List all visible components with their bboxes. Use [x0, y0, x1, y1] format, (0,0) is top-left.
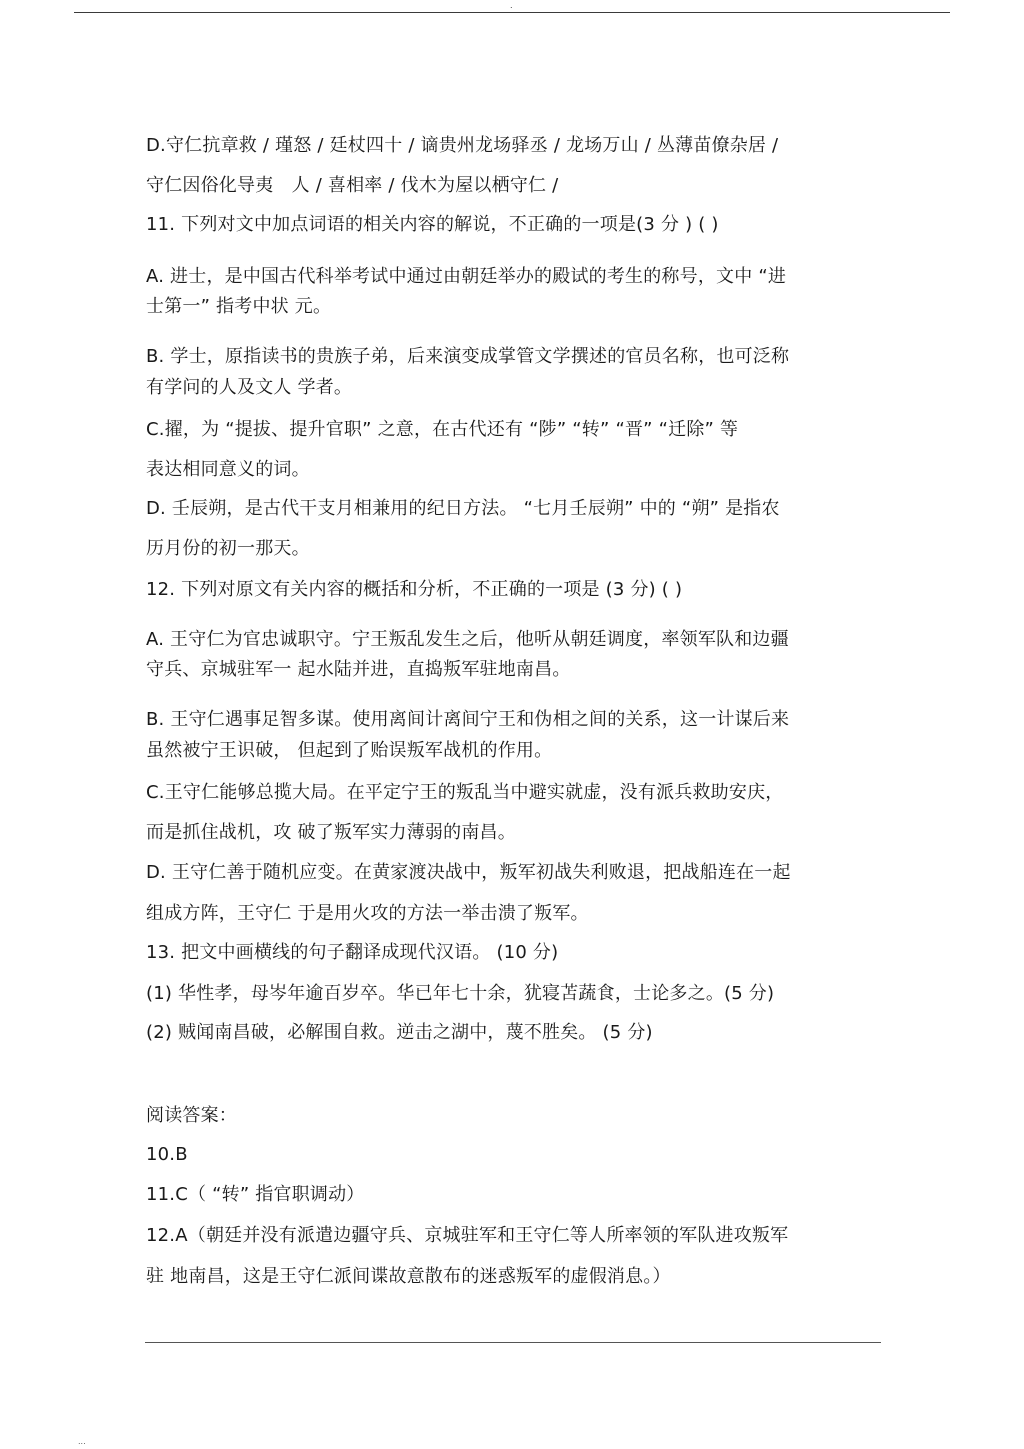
option-11c-line1: C.擢，为 “提拔、提升官职” 之意，在古代还有 “陟” “转” “晋” “迁除” 等: [146, 419, 739, 440]
question-13: 13. 把文中画横线的句子翻译成现代汉语。 (10 分): [146, 942, 559, 963]
option-12d-line1: D. 王守仁善于随机应变。在黄家渡决战中，叛军初战失利败退，把战船连在一起: [146, 862, 791, 883]
option-12a-line2: 守兵、京城驻军一 起水陆并进，直捣叛军驻地南昌。: [146, 659, 571, 680]
option-11a-line2: 士第一” 指考中状 元。: [146, 296, 332, 317]
option-12d-line2: 组成方阵，王守仁 于是用火攻的方法一举击溃了叛军。: [146, 903, 589, 924]
option-11d-line1: D. 壬辰朔，是古代干支月相兼用的纪日方法。 “七月壬辰朔” 中的 “朔” 是指农: [146, 498, 780, 519]
question-11: 11. 下列对文中加点词语的相关内容的解说，不正确的一项是(3 分 ) ( ): [146, 214, 719, 235]
option-11c-line2: 表达相同意义的词。: [146, 459, 310, 480]
answer-11: 11.C（ “转” 指官职调动）: [146, 1184, 365, 1205]
answers-heading: 阅读答案：: [146, 1105, 237, 1126]
header-rule: [74, 12, 950, 13]
answer-12-line1: 12.A（朝廷并没有派遣边疆守兵、京城驻军和王守仁等人所率领的军队进攻叛军: [146, 1225, 789, 1246]
question-12: 12. 下列对原文有关内容的概括和分析，不正确的一项是 (3 分) ( ): [146, 579, 683, 600]
text-line: D.守仁抗章救 / 瑾怒 / 廷杖四十 / 谪贵州龙场驿丞 / 龙场万山 / 丛薄苗僚杂居 /: [146, 135, 779, 156]
answer-12-line2: 驻 地南昌，这是王守仁派间谍故意散布的迷惑叛军的虚假消息。）: [146, 1266, 671, 1287]
question-13-part1: (1) 华性孝，母岑年逾百岁卒。华已年七十余，犹寝苫蔬食，士论多之。(5 分): [146, 983, 775, 1004]
footer-rule: [145, 1342, 881, 1343]
option-11b-line1: B. 学士，原指读书的贵族子弟，后来演变成掌管文学撰述的官员名称，也可泛称: [146, 346, 790, 367]
option-12c-line2: 而是抓住战机，攻 破了叛军实力薄弱的南昌。: [146, 822, 516, 843]
footer-corner-mark: ...: [78, 1437, 86, 1446]
option-12c-line1: C.王守仁能够总揽大局。在平定宁王的叛乱当中避实就虚，没有派兵救助安庆，: [146, 782, 784, 803]
option-12a-line1: A. 王守仁为官忠诚职守。宁王叛乱发生之后，他听从朝廷调度，率领军队和边疆: [146, 629, 789, 650]
header-dot: .: [510, 1, 513, 10]
option-12b-line2: 虽然被宁王识破， 但起到了贻误叛军战机的作用。: [146, 740, 553, 761]
question-13-part2: (2) 贼闻南昌破，必解围自救。逆击之湖中，蔑不胜矣。 (5 分): [146, 1022, 653, 1043]
option-11b-line2: 有学问的人及文人 学者。: [146, 377, 353, 398]
option-11d-line2: 历月份的初一那天。: [146, 538, 310, 559]
option-12b-line1: B. 王守仁遇事足智多谋。使用离间计离间宁王和伪相之间的关系，这一计谋后来: [146, 709, 790, 730]
text-line: 守仁因俗化导夷 人 / 喜相率 / 伐木为屋以栖守仁 /: [146, 175, 559, 196]
option-11a-line1: A. 进士，是中国古代科举考试中通过由朝廷举办的殿试的考生的称号，文中 “进: [146, 266, 787, 287]
answer-10: 10.B: [146, 1144, 188, 1165]
